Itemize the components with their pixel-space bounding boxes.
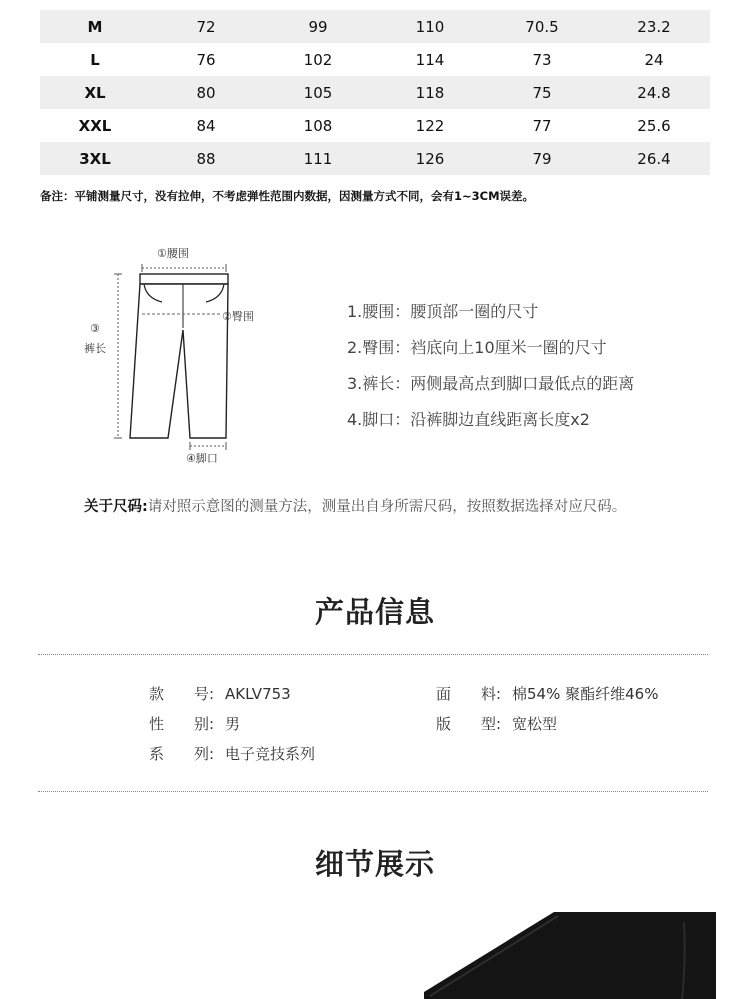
size-guide-body: 请对照示意图的测量方法，测量出自身所需尺码，按照数据选择对应尺码。 bbox=[147, 499, 627, 515]
legend-item: 3.裤长：两侧最高点到脚口最低点的距离 bbox=[347, 374, 635, 393]
size-cell: XL bbox=[84, 83, 106, 102]
table-row bbox=[40, 43, 710, 76]
fit-label: 版 型: bbox=[436, 715, 502, 733]
table-cell: 79 bbox=[532, 149, 552, 168]
table-cell: 73 bbox=[532, 50, 552, 69]
table-cell: 26.4 bbox=[637, 149, 671, 168]
table-cell: 77 bbox=[532, 116, 552, 135]
gender-label: 性 别: bbox=[149, 715, 215, 733]
table-row bbox=[40, 76, 710, 109]
legend-item: 4.脚口：沿裤脚边直线距离长度x2 bbox=[347, 410, 590, 429]
gender-value: 男 bbox=[225, 715, 241, 733]
length-number-label: ③ bbox=[90, 322, 100, 335]
waist-label: ①腰围 bbox=[157, 247, 189, 260]
table-cell: 80 bbox=[196, 83, 216, 102]
hem-label: ④脚口 bbox=[186, 452, 218, 465]
table-row bbox=[40, 142, 710, 175]
table-cell: 76 bbox=[196, 50, 216, 69]
table-cell: 102 bbox=[303, 50, 333, 69]
divider bbox=[38, 791, 708, 792]
table-cell: 108 bbox=[303, 116, 333, 135]
pants-outline-icon bbox=[80, 240, 280, 470]
table-cell: 88 bbox=[196, 149, 216, 168]
divider bbox=[38, 654, 708, 655]
style-number-label: 款 号: bbox=[149, 685, 215, 703]
pants-measurement-diagram bbox=[80, 240, 280, 470]
size-cell: M bbox=[87, 17, 103, 36]
gender-row bbox=[149, 713, 240, 734]
table-cell: 122 bbox=[415, 116, 445, 135]
table-cell: 75 bbox=[532, 83, 552, 102]
table-cell: 25.6 bbox=[637, 116, 671, 135]
table-cell: 24.8 bbox=[637, 83, 671, 102]
size-guide-label: 关于尺码: bbox=[84, 499, 148, 515]
table-cell: 118 bbox=[415, 83, 445, 102]
series-label: 系 列: bbox=[149, 745, 215, 763]
series-value: 电子竞技系列 bbox=[225, 745, 316, 763]
size-cell: XXL bbox=[78, 116, 112, 135]
table-cell: 105 bbox=[303, 83, 333, 102]
table-cell: 23.2 bbox=[637, 17, 671, 36]
product-info-title: 产品信息 bbox=[314, 595, 435, 629]
table-cell: 126 bbox=[415, 149, 445, 168]
fabric-row bbox=[436, 683, 658, 704]
style-number-row bbox=[149, 683, 291, 704]
table-cell: 110 bbox=[415, 17, 445, 36]
size-guide-text bbox=[84, 492, 684, 523]
size-cell: L bbox=[90, 50, 100, 69]
table-cell: 70.5 bbox=[525, 17, 559, 36]
table-row bbox=[40, 109, 710, 142]
legend-item: 1.腰围：腰顶部一圈的尺寸 bbox=[347, 302, 539, 321]
legend-item: 2.臀围：裆底向上10厘米一圈的尺寸 bbox=[347, 338, 607, 357]
size-table bbox=[40, 10, 710, 175]
style-number-value: AKLV753 bbox=[225, 685, 291, 703]
table-row bbox=[40, 10, 710, 43]
detail-photo bbox=[424, 912, 716, 999]
table-cell: 99 bbox=[308, 17, 328, 36]
fit-row bbox=[436, 713, 557, 734]
size-cell: 3XL bbox=[79, 149, 111, 168]
measurement-legend bbox=[347, 300, 634, 444]
table-cell: 24 bbox=[644, 50, 664, 69]
fabric-label: 面 料: bbox=[436, 685, 502, 703]
hip-label: ②臀围 bbox=[222, 310, 254, 323]
table-cell: 72 bbox=[196, 17, 216, 36]
details-title: 细节展示 bbox=[314, 847, 435, 881]
garment-detail-image bbox=[424, 912, 716, 999]
measurement-note: 备注：平铺测量尺寸，没有拉伸，不考虑弹性范围内数据，因测量方式不同，会有1~3CM误差。 bbox=[40, 189, 535, 203]
table-cell: 84 bbox=[196, 116, 216, 135]
length-label: 裤长 bbox=[84, 342, 106, 355]
table-cell: 114 bbox=[415, 50, 445, 69]
series-row bbox=[149, 743, 315, 764]
fit-value: 宽松型 bbox=[512, 715, 558, 733]
fabric-value: 棉54% 聚酯纤维46% bbox=[512, 685, 659, 703]
table-cell: 111 bbox=[303, 149, 333, 168]
